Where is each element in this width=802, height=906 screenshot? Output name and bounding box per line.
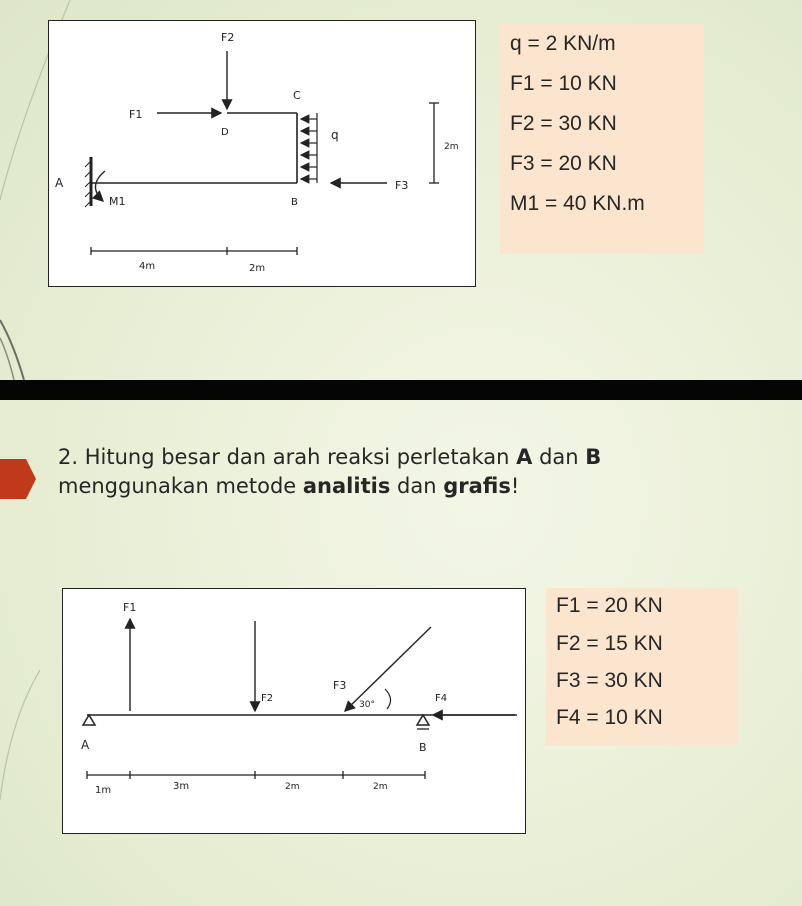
- label-height: 2m: [444, 142, 459, 152]
- distributed-load-q-icon: [301, 113, 317, 183]
- pin-support-a-icon: [83, 715, 95, 725]
- param-q: q = 2 KN/m: [510, 32, 616, 55]
- param-m1: M1 = 40 KN.m: [510, 192, 645, 215]
- moment-m1-icon: [95, 171, 105, 201]
- label-angle: 30°: [359, 700, 375, 710]
- param-f1: F1 = 20 KN: [556, 594, 663, 617]
- label-3m: 3m: [173, 781, 190, 792]
- question-text: 2. Hitung besar dan arah reaksi perletakan A dan B menggunakan metode analitis dan grafis!: [58, 445, 602, 498]
- label-m1: M1: [109, 195, 126, 208]
- label-f1: F1: [129, 108, 143, 121]
- slide-1: [0, 0, 802, 380]
- param-f2: F2 = 30 KN: [510, 112, 617, 135]
- fixed-support-a-icon: [85, 157, 91, 207]
- label-f2: F2: [221, 31, 235, 44]
- label-2m-b: 2m: [373, 782, 388, 792]
- label-d: D: [221, 127, 229, 138]
- beam-diagram-2: [62, 588, 526, 834]
- label-q: q: [331, 128, 339, 142]
- param-f2: F2 = 15 KN: [556, 632, 663, 655]
- label-2m: 2m: [249, 263, 266, 274]
- parameters-box-2: [546, 588, 738, 745]
- label-f2: F2: [261, 693, 274, 704]
- label-b: B: [419, 741, 427, 754]
- param-f3: F3 = 20 KN: [510, 152, 617, 175]
- label-4m: 4m: [139, 261, 156, 272]
- force-f3-arrow: [345, 627, 431, 711]
- bullet-arrow-icon: [0, 459, 40, 499]
- slide-divider: [0, 380, 802, 400]
- angle-arc: [385, 689, 391, 709]
- label-a: A: [55, 176, 64, 190]
- length-dimension: [91, 247, 297, 255]
- structure-diagram-1: [48, 20, 476, 287]
- label-f3: F3: [333, 679, 347, 692]
- label-c: C: [293, 89, 301, 102]
- param-f1: F1 = 10 KN: [510, 72, 617, 95]
- label-b: B: [291, 197, 298, 208]
- label-1m: 1m: [95, 785, 112, 796]
- label-f1: F1: [123, 601, 137, 614]
- param-f3: F3 = 30 KN: [556, 669, 663, 692]
- length-dimension: [87, 771, 425, 779]
- roller-support-b-icon: [417, 715, 429, 729]
- height-dimension: [429, 103, 439, 183]
- label-2m-a: 2m: [285, 782, 300, 792]
- parameters-box-1: [500, 24, 704, 254]
- label-f4: F4: [435, 693, 448, 704]
- param-f4: F4 = 10 KN: [556, 706, 663, 729]
- label-a: A: [81, 738, 90, 752]
- label-f3: F3: [395, 179, 409, 192]
